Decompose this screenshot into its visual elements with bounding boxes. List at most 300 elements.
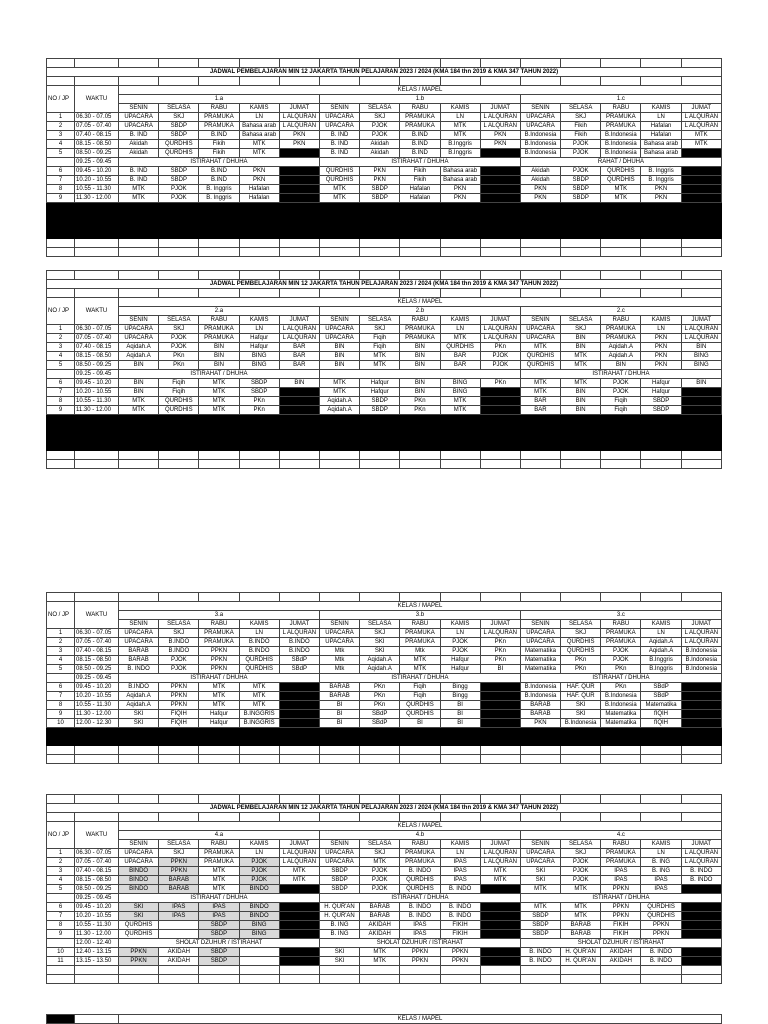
subject-cell (279, 692, 319, 701)
subject-cell: PJOK (159, 656, 199, 665)
subject-cell: Aqidah.A (119, 701, 159, 710)
subject-cell: PPKN (159, 858, 199, 867)
lesson-row (47, 858, 722, 867)
filler-cell (601, 221, 641, 230)
subject-cell: B. INDO (400, 903, 440, 912)
subject-cell: Aqidah.A (319, 397, 359, 406)
period-number: 6 (47, 167, 75, 176)
subject-cell: BING (239, 921, 279, 930)
filler-cell (480, 203, 520, 212)
subject-cell: PKn (239, 397, 279, 406)
subject-cell: BING (681, 352, 721, 361)
filler-cell (681, 212, 721, 221)
subject-cell: PJOK (159, 665, 199, 674)
filler-cell (75, 221, 119, 230)
empty-cell (641, 271, 681, 280)
time-slot: 10.20 - 10.55 (75, 176, 119, 185)
filler-cell (119, 728, 159, 737)
time-slot: 09.25 - 09.45 (75, 158, 119, 167)
subject-cell: BING (440, 379, 480, 388)
subject-cell: B.Indonesia (601, 131, 641, 140)
subject-cell: MTK (561, 361, 601, 370)
empty-cell (279, 966, 319, 975)
subject-cell: MTK (239, 149, 279, 158)
empty-cell (119, 460, 159, 469)
subject-cell: Akidah (520, 176, 560, 185)
subject-cell: BI (319, 701, 359, 710)
subject-cell: PRAMUKA (601, 113, 641, 122)
empty-cell (119, 451, 159, 460)
subject-cell: PJOK (360, 885, 400, 894)
filler-cell (239, 442, 279, 451)
day-name: JUMAT (279, 104, 319, 113)
empty-cell (400, 239, 440, 248)
filler-cell (440, 212, 480, 221)
day-name: JUMAT (279, 316, 319, 325)
filler-cell (561, 728, 601, 737)
period-number: 2 (47, 638, 75, 647)
subject-cell (480, 912, 520, 921)
subject-cell: PRAMUKA (400, 122, 440, 131)
period-number: 9 (47, 194, 75, 203)
filler-cell (319, 728, 359, 737)
subject-cell: MTK (480, 867, 520, 876)
subject-cell: PJOK (159, 334, 199, 343)
subject-cell: PJOK (360, 867, 400, 876)
filler-row (47, 433, 722, 442)
subject-cell: PRAMUKA (199, 858, 239, 867)
filler-cell (520, 424, 560, 433)
lesson-row (47, 406, 722, 415)
empty-cell (480, 59, 520, 68)
filler-cell (520, 415, 560, 424)
subject-cell (279, 930, 319, 939)
subject-cell: B.INDO (239, 638, 279, 647)
filler-cell (400, 424, 440, 433)
subject-cell: Fiqih (159, 379, 199, 388)
filler-cell (75, 433, 119, 442)
day-row (47, 840, 722, 849)
subject-cell (279, 388, 319, 397)
subject-cell: Matematika (520, 656, 560, 665)
subject-cell: B. IND (319, 140, 359, 149)
period-number: 3 (47, 647, 75, 656)
subject-cell: Fiqih (360, 343, 400, 352)
filler-cell (199, 424, 239, 433)
subject-cell: B. INDO (681, 867, 721, 876)
time-slot: 07.05 - 07.40 (75, 858, 119, 867)
period-number (47, 939, 75, 948)
subject-cell: FIKIH (601, 921, 641, 930)
subject-cell: PRAMUKA (199, 113, 239, 122)
subject-cell: BINDO (119, 867, 159, 876)
empty-cell (480, 813, 520, 822)
subject-cell: PRAMUKA (199, 122, 239, 131)
empty-cell (520, 289, 560, 298)
day-name: RABU (400, 840, 440, 849)
table-title: JADWAL PEMBELAJARAN MIN 12 JAKARTA TAHUN PELAJARAN 2023 / 2024 (KMA 184 thn 2019 & KMA 347 TAHUN 2022) (47, 280, 722, 289)
lesson-row (47, 176, 722, 185)
subject-cell: MTK (239, 692, 279, 701)
day-name: RABU (199, 620, 239, 629)
empty-cell (199, 451, 239, 460)
empty-cell (480, 289, 520, 298)
filler-cell (440, 203, 480, 212)
time-slot: 10.55 - 11.30 (75, 397, 119, 406)
empty-cell (601, 460, 641, 469)
subject-cell: PKn (480, 379, 520, 388)
subject-cell: QURDHIS (400, 876, 440, 885)
subject-cell (480, 930, 520, 939)
subject-cell: UPACARA (520, 638, 560, 647)
title-row (47, 280, 722, 289)
lesson-row (47, 638, 722, 647)
filler-cell (480, 737, 520, 746)
subject-cell (480, 692, 520, 701)
subject-cell: MTK (279, 876, 319, 885)
no-jp-header: NO / JP (47, 86, 75, 113)
subject-cell: UPACARA (520, 325, 560, 334)
subject-cell: Fiqih (601, 397, 641, 406)
subject-cell: MTK (520, 379, 560, 388)
subject-cell: Hafqur (199, 719, 239, 728)
empty-cell (641, 966, 681, 975)
subject-cell: PPKN (199, 665, 239, 674)
subject-cell: Hafqur (641, 379, 681, 388)
subject-cell: SKJ (561, 849, 601, 858)
day-row (47, 620, 722, 629)
empty-cell (360, 460, 400, 469)
subject-cell: Hafalan (400, 194, 440, 203)
filler-cell (561, 230, 601, 239)
empty-cell (400, 813, 440, 822)
subject-cell: BAR (279, 352, 319, 361)
filler-cell (47, 433, 75, 442)
filler-row (47, 230, 722, 239)
subject-cell: BI (319, 719, 359, 728)
subject-cell (681, 903, 721, 912)
subject-cell: PPKN (159, 683, 199, 692)
subject-cell: SBDP (360, 397, 400, 406)
subject-cell: PJOK (360, 122, 400, 131)
subject-cell: B. INDO (440, 885, 480, 894)
time-slot: 09.45 - 10.20 (75, 903, 119, 912)
subject-cell (279, 683, 319, 692)
filler-cell (641, 203, 681, 212)
subject-cell: B. ING (641, 858, 681, 867)
subject-cell (480, 885, 520, 894)
filler-cell (279, 212, 319, 221)
period-number (47, 370, 75, 379)
subject-cell (681, 406, 721, 415)
spacer-row (47, 966, 722, 975)
lesson-row (47, 194, 722, 203)
subject-cell: BARAB (520, 701, 560, 710)
subject-cell: B.INGGRIS (239, 710, 279, 719)
empty-cell (159, 248, 199, 257)
subject-cell: LN (641, 849, 681, 858)
spacer-row (47, 746, 722, 755)
subject-cell: fIQIH (641, 710, 681, 719)
subject-cell: AKIDAH (360, 921, 400, 930)
filler-cell (360, 415, 400, 424)
filler-cell (319, 415, 359, 424)
subject-cell: B.IND (199, 131, 239, 140)
subject-cell: PRAMUKA (601, 849, 641, 858)
time-slot: 08.15 - 08.50 (75, 876, 119, 885)
filler-cell (279, 203, 319, 212)
subject-cell: MTK (520, 885, 560, 894)
empty-cell (601, 239, 641, 248)
subject-cell: Matematika (641, 701, 681, 710)
filler-cell (47, 415, 75, 424)
filler-cell (360, 442, 400, 451)
subject-cell: IPAS (641, 885, 681, 894)
subject-cell: UPACARA (319, 122, 359, 131)
empty-cell (601, 289, 641, 298)
subject-cell (480, 176, 520, 185)
filler-cell (319, 203, 359, 212)
period-number: 10 (47, 719, 75, 728)
time-slot: 09.45 - 10.20 (75, 379, 119, 388)
subject-cell: Aqidah.A (360, 656, 400, 665)
subject-cell: L ALQURAN (480, 334, 520, 343)
subject-cell: PKn (480, 343, 520, 352)
subject-cell: SKI (119, 912, 159, 921)
filler-cell (480, 433, 520, 442)
header-row (47, 822, 722, 831)
filler-cell (641, 737, 681, 746)
subject-cell (279, 176, 319, 185)
subject-cell: AKIDAH (159, 948, 199, 957)
subject-cell: PKn (480, 647, 520, 656)
empty-cell (239, 755, 279, 764)
subject-cell: B. INDO (641, 948, 681, 957)
subject-cell (239, 957, 279, 966)
partial-corner (47, 1015, 75, 1024)
subject-cell: PRAMUKA (199, 638, 239, 647)
empty-cell (159, 460, 199, 469)
filler-cell (520, 442, 560, 451)
empty-cell (561, 271, 601, 280)
filler-cell (239, 433, 279, 442)
empty-cell (561, 451, 601, 460)
filler-cell (681, 203, 721, 212)
subject-cell: PKn (480, 638, 520, 647)
filler-cell (199, 203, 239, 212)
empty-cell (561, 59, 601, 68)
empty-cell (199, 460, 239, 469)
lesson-row (47, 683, 722, 692)
empty-cell (239, 813, 279, 822)
subject-cell: AKIDAH (159, 957, 199, 966)
filler-cell (561, 203, 601, 212)
subject-cell: Aqidah.A (319, 406, 359, 415)
filler-cell (75, 728, 119, 737)
filler-cell (480, 442, 520, 451)
break-row (47, 674, 722, 683)
break-label: ISTIRAHAT / DHUHA (319, 674, 520, 683)
subject-cell: PRAMUKA (400, 638, 440, 647)
empty-cell (159, 593, 199, 602)
subject-cell: Aqidah.A (119, 692, 159, 701)
subject-cell (279, 710, 319, 719)
day-name: RABU (400, 104, 440, 113)
filler-cell (520, 728, 560, 737)
subject-cell: PKN (239, 167, 279, 176)
filler-cell (601, 728, 641, 737)
day-name: KAMIS (440, 620, 480, 629)
empty-cell (681, 593, 721, 602)
subject-cell: Aqidah.A (641, 647, 681, 656)
table-title: JADWAL PEMBELAJARAN MIN 12 JAKARTA TAHUN PELAJARAN 2023 / 2024 (KMA 184 thn 2019 & KMA 347 TAHUN 2022) (47, 804, 722, 813)
subject-cell: Akidah (119, 149, 159, 158)
waktu-header: WAKTU (75, 86, 119, 113)
subject-cell: Fikih (561, 122, 601, 131)
filler-cell (319, 424, 359, 433)
subject-cell: L ALQURAN (681, 629, 721, 638)
filler-cell (520, 433, 560, 442)
subject-cell: PKn (239, 406, 279, 415)
subject-cell (480, 388, 520, 397)
subject-cell (279, 397, 319, 406)
empty-cell (319, 451, 359, 460)
subject-cell: SBDP (360, 194, 400, 203)
subject-cell: IPAS (159, 912, 199, 921)
subject-cell: H. QUR'AN (561, 948, 601, 957)
empty-cell (47, 746, 75, 755)
subject-cell: BI (440, 719, 480, 728)
break-label: ISTIRAHAT / DHUHA (119, 158, 320, 167)
filler-cell (119, 442, 159, 451)
period-number: 7 (47, 692, 75, 701)
empty-cell (47, 975, 75, 984)
filler-cell (239, 737, 279, 746)
empty-cell (159, 271, 199, 280)
subject-cell: SKI (119, 903, 159, 912)
filler-cell (47, 221, 75, 230)
subject-cell (159, 930, 199, 939)
lesson-row (47, 352, 722, 361)
filler-cell (199, 221, 239, 230)
filler-cell (239, 230, 279, 239)
subject-cell: MTK (239, 701, 279, 710)
subject-cell: MTK (239, 140, 279, 149)
subject-cell: BIN (119, 388, 159, 397)
empty-cell (601, 795, 641, 804)
subject-cell: B.Indonesia (681, 665, 721, 674)
empty-cell (199, 755, 239, 764)
empty-cell (119, 248, 159, 257)
filler-cell (199, 728, 239, 737)
period-number: 5 (47, 665, 75, 674)
subject-cell: UPACARA (319, 638, 359, 647)
lesson-row (47, 167, 722, 176)
empty-cell (75, 77, 119, 86)
empty-cell (641, 975, 681, 984)
filler-cell (319, 212, 359, 221)
schedule-table (46, 58, 722, 257)
subject-cell: SKJ (561, 325, 601, 334)
filler-cell (561, 212, 601, 221)
break-label: ISTIRAHAT / DHUHA (119, 674, 320, 683)
filler-row (47, 212, 722, 221)
filler-cell (119, 433, 159, 442)
empty-cell (279, 77, 319, 86)
subject-cell: PRAMUKA (400, 858, 440, 867)
empty-cell (681, 289, 721, 298)
subject-cell: L ALQURAN (279, 122, 319, 131)
day-name: SENIN (520, 840, 560, 849)
partial-spacer (75, 1015, 119, 1024)
subject-cell (480, 948, 520, 957)
class-name: 3.b (319, 611, 520, 620)
empty-cell (520, 975, 560, 984)
subject-cell: UPACARA (119, 849, 159, 858)
break-label: SHOLAT DZUHUR / ISTIRAHAT (520, 939, 721, 948)
subject-cell: Hafqur (360, 388, 400, 397)
time-slot: 09.45 - 10.20 (75, 167, 119, 176)
kelas-mapel-header: KELAS / MAPEL (119, 298, 722, 307)
subject-cell: PPKN (119, 948, 159, 957)
subject-cell (279, 948, 319, 957)
subject-cell: B. IND (119, 131, 159, 140)
filler-cell (440, 728, 480, 737)
subject-cell: PRAMUKA (601, 629, 641, 638)
subject-cell (681, 719, 721, 728)
filler-cell (641, 415, 681, 424)
lesson-row (47, 656, 722, 665)
lesson-row (47, 388, 722, 397)
class-name: 2.a (119, 307, 320, 316)
day-name: JUMAT (681, 316, 721, 325)
filler-cell (279, 728, 319, 737)
empty-cell (641, 795, 681, 804)
subject-cell: PPKN (159, 701, 199, 710)
subject-cell (681, 701, 721, 710)
subject-cell: QURDHIS (159, 140, 199, 149)
subject-cell: MTK (199, 397, 239, 406)
filler-cell (681, 728, 721, 737)
filler-cell (319, 230, 359, 239)
waktu-header: WAKTU (75, 822, 119, 849)
filler-cell (75, 424, 119, 433)
filler-cell (681, 415, 721, 424)
subject-cell: SKJ (360, 849, 400, 858)
subject-cell: LN (239, 325, 279, 334)
day-name: SENIN (520, 104, 560, 113)
break-label: ISTIRAHAT / DHUHA (520, 894, 721, 903)
subject-cell: PRAMUKA (400, 113, 440, 122)
subject-cell: BAR (279, 361, 319, 370)
empty-cell (480, 451, 520, 460)
subject-cell (480, 167, 520, 176)
subject-cell: Fiqih (400, 692, 440, 701)
subject-cell: Bahasa arab (440, 167, 480, 176)
class-name: 1.c (520, 95, 721, 104)
subject-cell: PKN (480, 140, 520, 149)
empty-cell (681, 795, 721, 804)
schedule-sheet-grade-3 (46, 592, 722, 764)
filler-cell (520, 203, 560, 212)
subject-cell: FIKIH (601, 930, 641, 939)
filler-cell (159, 433, 199, 442)
subject-cell (480, 194, 520, 203)
subject-cell: BI (319, 710, 359, 719)
subject-cell: B.Inggris (440, 140, 480, 149)
subject-cell: SKI (119, 719, 159, 728)
subject-cell: Akidah (520, 167, 560, 176)
